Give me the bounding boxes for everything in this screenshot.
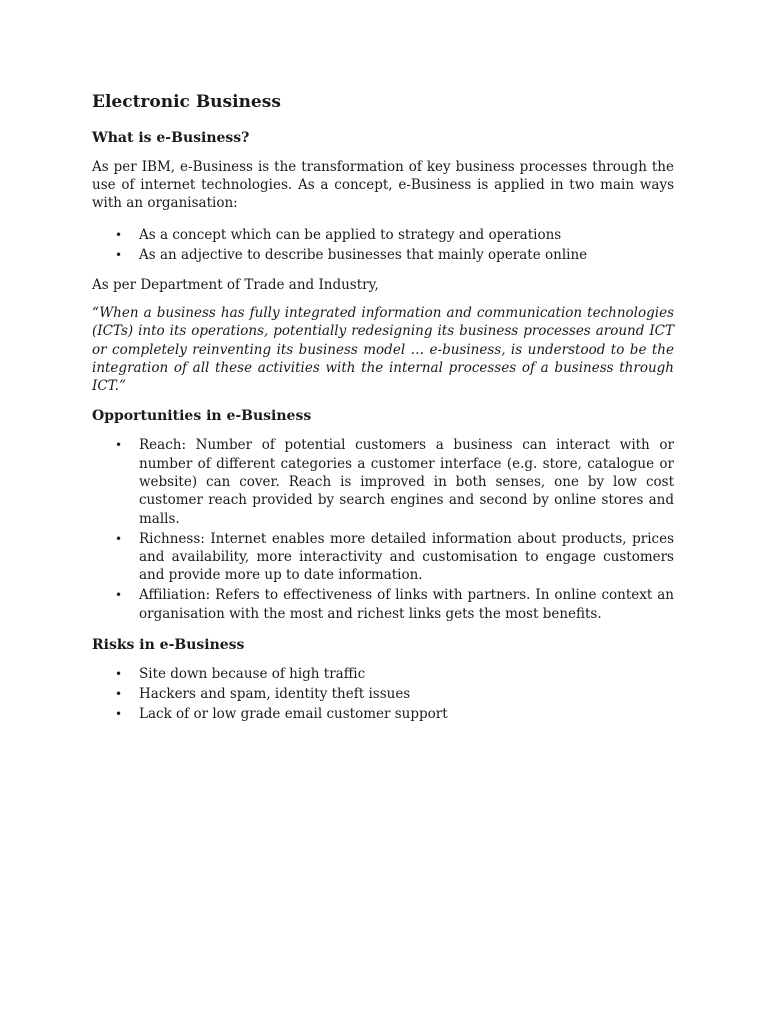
list-item-text: As an adjective to describe businesses that mainly operate online bbox=[139, 246, 588, 263]
bullet-icon: • bbox=[115, 687, 123, 702]
risks-bullet-list bbox=[92, 665, 674, 723]
list-item-text: Reach: Number of potential customers a business can interact with or number of different categories a customer interface (e.g. store, catalogue or website) can cover. Reach is improved in both senses, one by low cost customer reach provided by search engines and second by online stores and malls. bbox=[139, 437, 674, 527]
list-item bbox=[115, 226, 674, 244]
list-item-text: As a concept which can be applied to strategy and operations bbox=[139, 226, 562, 243]
bullet-icon: • bbox=[115, 667, 123, 682]
list-item bbox=[115, 685, 674, 703]
list-item bbox=[115, 665, 674, 683]
bullet-icon: • bbox=[115, 247, 123, 262]
dti-quote-paragraph: “When a business has fully integrated information and communication technologies (ICTs) into its operations, potentially redesigning its business processes around ICT or completely reinventing its business model … e-business, is understood to be the integration of all these activities with the internal processes of a business through ICT.” bbox=[92, 305, 674, 394]
ibm-definition-paragraph: As per IBM, e-Business is the transformation of key business processes through the use of internet technologies. As a concept, e-Business is applied in two main ways with an organisation: bbox=[92, 159, 674, 212]
list-item bbox=[115, 586, 674, 623]
bullet-icon: • bbox=[115, 707, 123, 722]
bullet-icon: • bbox=[115, 227, 123, 242]
bullet-icon: • bbox=[115, 531, 123, 546]
bullet-icon: • bbox=[115, 438, 123, 453]
document-page bbox=[92, 88, 674, 735]
bullet-icon: • bbox=[115, 588, 123, 603]
document-title: Electronic Business bbox=[92, 92, 281, 112]
section-heading-opportunities: Opportunities in e-Business bbox=[92, 408, 312, 425]
list-item-text: Hackers and spam, identity theft issues bbox=[139, 686, 411, 703]
section-heading-what-is-ebusiness: What is e-Business? bbox=[92, 130, 250, 146]
list-item bbox=[115, 436, 674, 528]
opportunities-bullet-list bbox=[92, 436, 674, 623]
concept-bullet-list bbox=[92, 226, 674, 264]
dti-intro-paragraph: As per Department of Trade and Industry, bbox=[92, 276, 379, 293]
list-item bbox=[115, 246, 674, 264]
list-item-text: Affiliation: Refers to effectiveness of links with partners. In online context an organisation with the most and richest links gets the most benefits. bbox=[139, 587, 674, 622]
list-item-text: Lack of or low grade email customer support bbox=[139, 706, 448, 723]
list-item-text: Site down because of high traffic bbox=[139, 666, 366, 683]
list-item bbox=[115, 705, 674, 723]
list-item bbox=[115, 530, 674, 585]
list-item-text: Richness: Internet enables more detailed information about products, prices and availability, more interactivity and customisation to engage customers and provide more up to date information. bbox=[139, 530, 674, 584]
section-heading-risks: Risks in e-Business bbox=[92, 637, 245, 654]
